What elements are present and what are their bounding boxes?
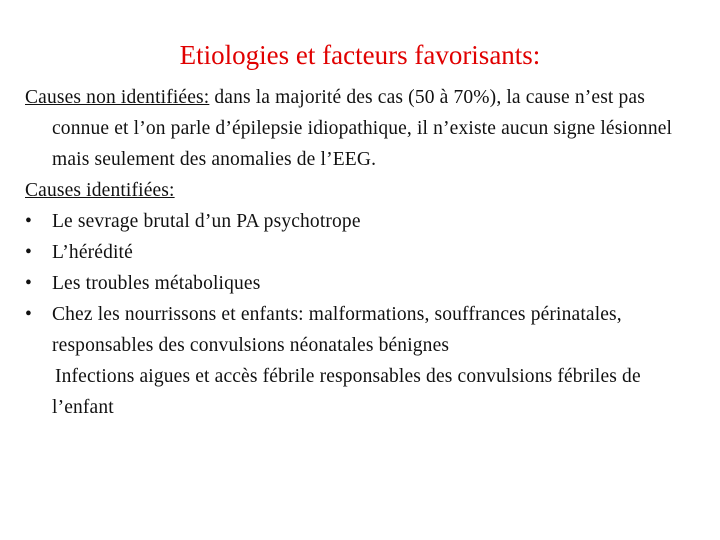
- list-item: [25, 206, 705, 237]
- identified-causes-list: [25, 206, 705, 361]
- bullet-icon: •: [25, 273, 32, 294]
- unidentified-causes-paragraph: [25, 82, 705, 175]
- list-item-text: L’hérédité: [52, 242, 133, 263]
- bullet-icon: •: [25, 242, 32, 263]
- list-item-text: Les troubles métaboliques: [52, 273, 261, 294]
- febrile-convulsions-text: Infections aigues et accès fébrile responsables des convulsions fébriles de l’enfant: [52, 366, 641, 418]
- list-item: [25, 237, 705, 268]
- list-item: [25, 299, 705, 361]
- unidentified-causes-text: dans la majorité des cas (50 à 70%), la cause n’est pas connue et l’on parle d’épilepsie idiopathique, il n’existe aucun signe lésionnel mais seulement des anomalies de l’EEG.: [52, 87, 673, 170]
- slide-body: [25, 82, 705, 423]
- list-item-text: Le sevrage brutal d’un PA psychotrope: [52, 211, 361, 232]
- unidentified-causes-label: Causes non identifiées:: [25, 87, 210, 108]
- list-item-text: Chez les nourrissons et enfants: malformations, souffrances périnatales, responsables des convulsions néonatales bénignes: [52, 304, 622, 356]
- slide-title: Etiologies et facteurs favorisants:: [179, 40, 541, 70]
- bullet-icon: •: [25, 304, 32, 325]
- list-item: [25, 268, 705, 299]
- identified-causes-label: Causes identifiées:: [25, 180, 175, 201]
- bullet-icon: •: [25, 211, 32, 232]
- identified-causes-heading: [25, 175, 705, 206]
